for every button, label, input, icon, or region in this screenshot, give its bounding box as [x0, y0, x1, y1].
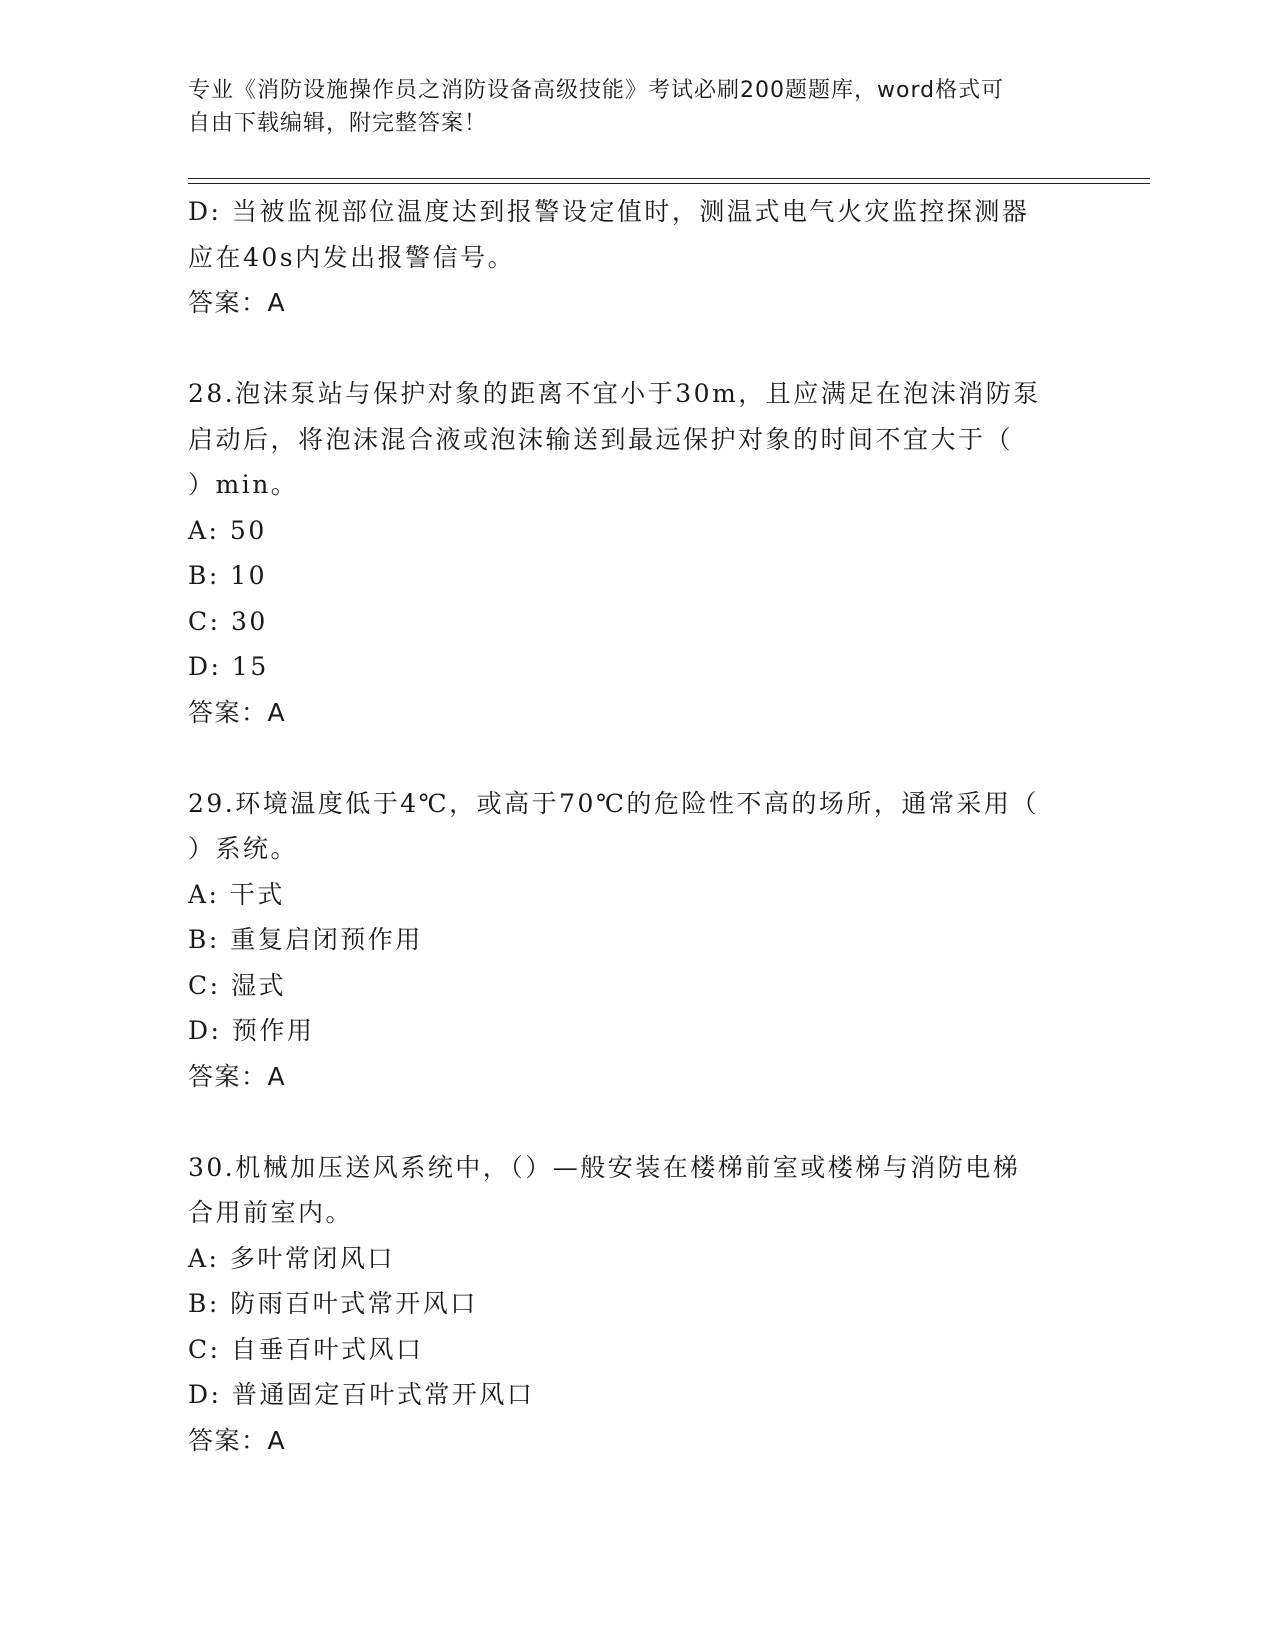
question-stem: 30.机械加压送风系统中，（）—般安装在楼梯前室或楼梯与消防电梯: [188, 1152, 1021, 1182]
question-stem: ）系统。: [188, 834, 299, 863]
option-d: D: 15: [188, 652, 269, 681]
option-d-continued: 应在40s内发出报警信号。: [188, 242, 516, 272]
question-stem: 启动后，将泡沫混合液或泡沫输送到最远保护对象的时间不宜大于（: [188, 424, 1014, 454]
option-b: B: 重复启闭预作用: [188, 925, 423, 954]
question-28: [188, 371, 1088, 735]
option-c: C: 30: [188, 606, 268, 636]
question-stem: 28.泡沫泵站与保护对象的距离不宜小于30m，且应满足在泡沫消防泵: [188, 379, 1041, 408]
option-b: B: 防雨百叶式常开风口: [188, 1289, 478, 1318]
question-stem: 29.环境温度低于4℃，或高于70℃的危险性不高的场所，通常采用（: [188, 788, 1039, 818]
document-header: [188, 74, 1068, 140]
answer-line: 答案：A: [188, 1061, 287, 1091]
header-line-2: 自由下载编辑，附完整答案！: [188, 111, 488, 136]
document-body: [188, 189, 1088, 1463]
header-divider-top: [188, 178, 1150, 179]
answer-line: 答案：A: [188, 1425, 287, 1455]
question-27-carryover: [188, 189, 1088, 326]
header-divider-bottom: [188, 183, 1150, 184]
option-d: D: 普通固定百叶式常开风口: [188, 1380, 535, 1409]
option-c: C: 自垂百叶式风口: [188, 1334, 424, 1364]
answer-line: 答案：A: [188, 697, 287, 727]
option-d: D: 预作用: [188, 1016, 315, 1045]
question-29: [188, 781, 1088, 1100]
option-c: C: 湿式: [188, 970, 286, 1000]
question-stem: 合用前室内。: [188, 1198, 354, 1227]
option-b: B: 10: [188, 561, 268, 590]
answer-line: 答案：A: [188, 288, 287, 317]
question-30: [188, 1145, 1088, 1464]
option-d: D: 当被监视部位温度达到报警设定值时，测温式电气火灾监控探测器: [188, 197, 1030, 226]
header-line-1: 专业《消防设施操作员之消防设备高级技能》考试必刷200题题库，word格式可: [188, 78, 1005, 103]
option-a: A: 多叶常闭风口: [188, 1243, 395, 1273]
option-a: A: 50: [188, 515, 267, 545]
question-stem: ）min。: [188, 470, 299, 499]
option-a: A: 干式: [188, 879, 285, 909]
